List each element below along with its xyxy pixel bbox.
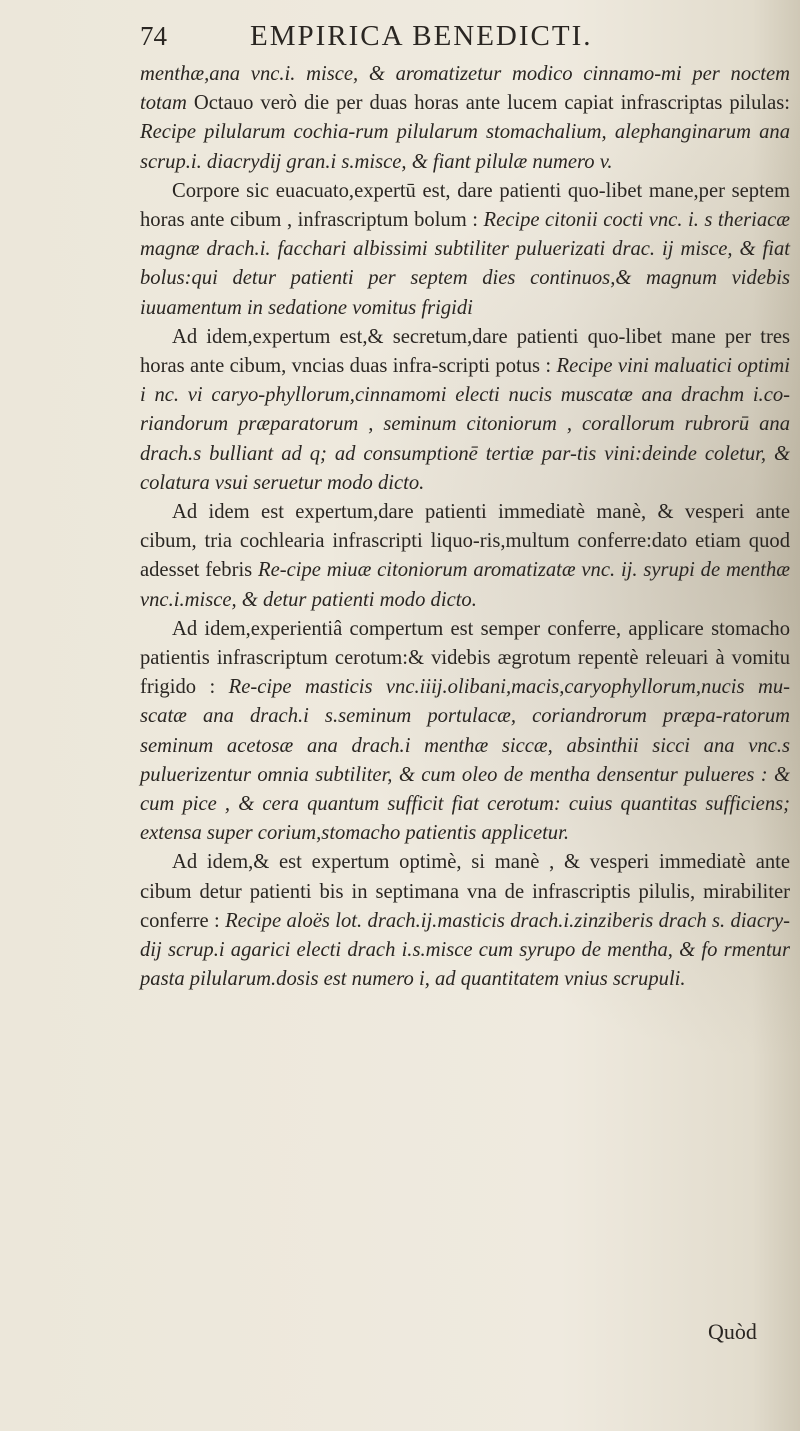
paragraph: [140, 323, 790, 498]
running-title: EMPIRICA BENEDICTI.: [250, 20, 593, 52]
italic-text: Recipe pilularum cochia-rum pilularum stomachalium, alephanginarum ana scrup.i. diacrydij gran.i s.misce, & fiant pilulæ numero v.: [140, 121, 790, 173]
italic-text: Re-cipe masticis vnc.iiij.olibani,macis,caryophyllorum,nucis mu-scatæ ana drach.i s.seminum portulacæ, coriandrorum præpa-ratorum seminum acetosæ ana drach.i menthæ siccæ, absinthii sicci ana vnc.s puluerizentur omnia subtiliter, & cum oleo de mentha densentur pulueres : & cum pice , & cera quantum sufficit fiat cerotum: cuius quantitas sufficiens; extensa super corium,stomacho patientis applicetur.: [140, 676, 790, 845]
italic-text: Recipe aloës lot. drach.ij.masticis drach.i.zinziberis drach s. diacry-dij scrup.i agarici electi drach i.s.misce cum syrupo de mentha, & fo rmentur pasta pilularum.dosis est numero i, ad quantitatem vnius scrupuli.: [140, 909, 791, 991]
paragraph: [140, 177, 790, 323]
body-text: [140, 60, 790, 995]
roman-text: Ad idem,& est expertum optimè, si manè , & vesperi immediatè ante cibum detur patienti bis in septimana vna de infrascriptis pilulis, mirabiliter conferre :: [140, 851, 790, 932]
catchword: Quòd: [708, 1319, 757, 1344]
roman-text: Octauo verò die per duas horas ante lucem capiat infrascriptas pilulas:: [186, 92, 790, 115]
italic-text: Recipe vini maluatici optimi i nc. vi caryo-phyllorum,cinnamomi electi nucis muscatæ ana drachm i.co-riandorum præparatorum , seminum citoniorum , corallorum rubrorū ana drach.s bulliant ad q; ad consumptionē tertiæ par-tis vini:deinde coletur, & colatura vsui seruetur modo dicto.: [140, 355, 790, 494]
italic-text: menthæ,ana vnc.i. misce, & aromatizetur modico cinnamo-mi per noctem totam: [140, 63, 790, 115]
paragraph: [140, 60, 790, 177]
running-head: [140, 20, 770, 53]
italic-text: Re-cipe miuæ citoniorum aromatizatæ vnc. ij. syrupi de menthæ vnc.i.misce, & detur patienti modo dicto.: [140, 559, 791, 611]
paragraph: [140, 848, 790, 994]
roman-text: Ad idem,experientiâ compertum est semper conferre, applicare stomacho patientis infrascriptum cerotum:& videbis ægrotum repentè releuari à vomitu frigido :: [140, 617, 790, 699]
roman-text: Ad idem,expertum est,& secretum,dare patienti quo-libet mane per tres horas ante cibum, vncias duas infra-scripti potus :: [140, 325, 790, 378]
paragraph: [140, 615, 790, 849]
page-number: 74: [140, 21, 167, 51]
italic-text: Recipe citonii cocti vnc. i. s theriacæ magnæ drach.i. facchari albissimi subtiliter puluerizati drac. ij misce, & fiat bolus:qui detur patienti per septem dies continuos,& magnum videbis iuuamentum in sedatione vomitus frigidi: [140, 209, 790, 319]
roman-text: Ad idem est expertum,dare patienti immediatè manè, & vesperi ante cibum, tria cochlearia infrascripti liquo-ris,multum conferre:dato etiam quod adesset febris: [140, 501, 790, 582]
roman-text: Corpore sic euacuato,expertū est, dare patienti quo-libet mane,per septem horas ante cibum , infrascriptum bolum :: [140, 179, 790, 232]
paragraph: [140, 498, 790, 615]
